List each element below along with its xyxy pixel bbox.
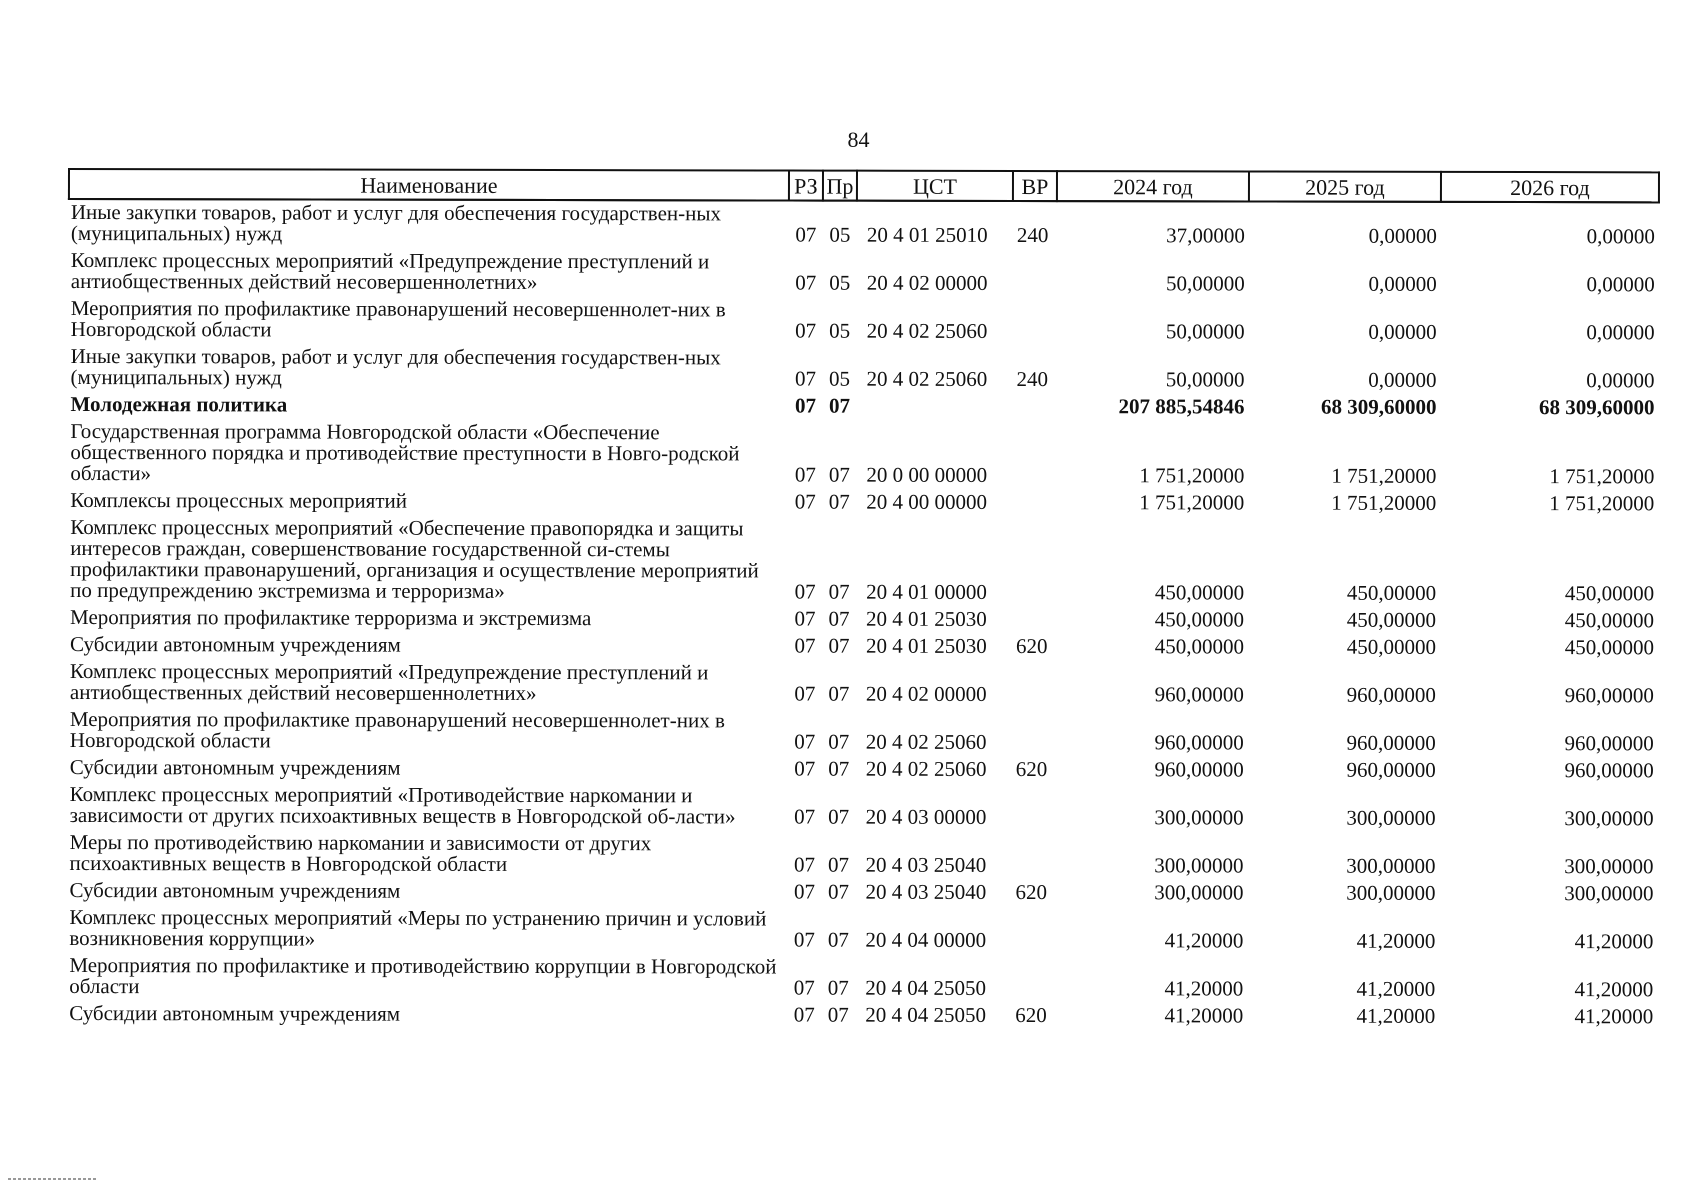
cell-cst: 20 4 02 00000 — [866, 270, 988, 295]
cell-2026: 450,00000 — [1564, 608, 1655, 633]
cell-2026: 960,00000 — [1564, 731, 1654, 756]
cell-vr — [1012, 394, 1056, 421]
table-row — [67, 1001, 1657, 1031]
cell-2025: 1 751,20000 — [1331, 490, 1437, 515]
cell-name: Иные закупки товаров, работ и услуг для обеспечения государствен-ных (муниципальных) нужд — [70, 344, 721, 390]
cell-pr: 07 — [828, 729, 850, 754]
cell-2025: 960,00000 — [1346, 682, 1436, 707]
cell-name: Молодежная политика — [70, 392, 288, 417]
cell-2026: 450,00000 — [1564, 581, 1655, 606]
table-row — [69, 296, 1659, 347]
cell-vr: 620 — [1015, 879, 1048, 905]
column-header-vr: ВР — [1013, 171, 1057, 201]
cell-pr: 07 — [828, 393, 851, 418]
cell-rz: 07 — [794, 606, 816, 631]
table-row — [68, 392, 1658, 422]
cell-rz: 07 — [793, 975, 815, 1000]
table-row — [67, 953, 1657, 1004]
table-row — [68, 488, 1658, 518]
cell-2024: 300,00000 — [1154, 805, 1244, 830]
cell-2026: 1 751,20000 — [1549, 464, 1655, 489]
cell-cst: 20 4 01 25030 — [865, 633, 987, 658]
cell-rz: 07 — [793, 879, 816, 904]
cell-2026: 960,00000 — [1564, 758, 1654, 783]
table-row — [69, 248, 1659, 299]
cell-rz: 07 — [795, 270, 817, 295]
cell-cst: 20 4 01 25010 — [866, 222, 988, 247]
cell-vr: 240 — [1016, 366, 1049, 392]
cell-vr — [1012, 421, 1056, 490]
cell-2024: 960,00000 — [1154, 730, 1244, 755]
table-header — [69, 169, 1659, 202]
cell-2024: 960,00000 — [1154, 757, 1244, 782]
table-row — [68, 605, 1658, 635]
cell-cst: 20 4 01 00000 — [866, 579, 987, 604]
column-header-2024: 2024 год — [1057, 171, 1249, 201]
cell-2025: 450,00000 — [1346, 634, 1437, 659]
cell-pr: 07 — [828, 579, 850, 604]
cell-cst: 20 4 04 25050 — [865, 975, 987, 1000]
cell-pr: 07 — [828, 462, 850, 487]
cell-vr — [1012, 517, 1056, 607]
cell-2026: 0,00000 — [1586, 320, 1655, 345]
cell-rz: 07 — [794, 579, 816, 604]
column-header-2026: 2026 год — [1441, 172, 1659, 202]
cell-vr — [1011, 907, 1055, 955]
cell-name: Мероприятия по профилактике правонарушений несовершеннолет-них в Новгородской области — [69, 707, 725, 753]
cell-2025: 450,00000 — [1346, 607, 1437, 632]
column-header-name: Наименование — [69, 169, 789, 201]
cell-vr — [1011, 955, 1055, 1003]
cell-2026: 68 309,60000 — [1538, 395, 1655, 420]
cell-vr: 620 — [1015, 633, 1048, 659]
cell-2024: 50,00000 — [1165, 319, 1245, 344]
cell-name: Меры по противодействию наркомании и зависимости от других психоактивных веществ в Новгородской области — [69, 830, 652, 876]
cell-cst: 20 4 03 00000 — [865, 804, 987, 829]
cell-2025: 300,00000 — [1346, 853, 1436, 878]
cell-2024: 50,00000 — [1165, 271, 1245, 296]
cell-rz: 07 — [794, 804, 816, 829]
cell-name: Иные закупки товаров, работ и услуг для обеспечения государствен-ных (муниципальных) нужд — [70, 200, 722, 246]
cell-rz: 07 — [794, 462, 816, 487]
cell-2026: 41,20000 — [1574, 1004, 1654, 1029]
cell-2026: 41,20000 — [1574, 977, 1654, 1002]
column-header-2025: 2025 год — [1249, 171, 1441, 201]
table-row — [67, 905, 1657, 956]
cell-2026: 300,00000 — [1564, 854, 1654, 879]
cell-2025: 68 309,60000 — [1320, 394, 1437, 419]
cell-2026: 450,00000 — [1564, 635, 1655, 660]
cell-2026: 0,00000 — [1586, 224, 1655, 249]
cell-vr — [1012, 832, 1056, 880]
cell-pr: 07 — [828, 681, 850, 706]
cell-2026: 41,20000 — [1574, 929, 1654, 954]
cell-cst: 20 4 02 00000 — [865, 681, 987, 706]
cell-2024: 207 885,54846 — [1118, 394, 1245, 419]
cell-pr: 07 — [827, 879, 850, 904]
cell-name: Комплекс процессных мероприятий «Предупреждение преступлений и антиобщественных действий несовершеннолетних» — [69, 659, 709, 705]
cell-pr: 07 — [828, 852, 850, 877]
cell-rz: 07 — [794, 729, 816, 754]
cell-2024: 300,00000 — [1154, 853, 1244, 878]
cell-2025: 0,00000 — [1368, 271, 1437, 296]
cell-2025: 300,00000 — [1346, 880, 1436, 905]
scan-artifact — [8, 1178, 98, 1180]
cell-2026: 0,00000 — [1586, 368, 1655, 393]
cell-name: Субсидии автономным учреждениям — [69, 878, 401, 903]
cell-name: Субсидии автономным учреждениям — [69, 1001, 401, 1026]
cell-vr — [1012, 607, 1056, 634]
table-row — [68, 515, 1658, 608]
cell-2025: 450,00000 — [1346, 580, 1437, 605]
cell-vr — [1012, 490, 1056, 517]
cell-rz: 07 — [795, 318, 817, 343]
cell-name: Мероприятия по профилактике правонарушений несовершеннолет-них в Новгородской области — [70, 296, 726, 342]
cell-2024: 450,00000 — [1154, 634, 1245, 659]
table-row — [69, 344, 1659, 395]
cell-cst: 20 4 03 25040 — [865, 879, 987, 904]
cell-rz: 07 — [795, 366, 817, 391]
cell-name: Комплекс процессных мероприятий «Противодействие наркомании и зависимости от других психоактивных веществ в Новгородской об-ласти» — [69, 782, 736, 829]
cell-pr: 07 — [827, 927, 849, 952]
cell-2026: 1 751,20000 — [1549, 491, 1655, 516]
cell-name: Комплексы процессных мероприятий — [70, 488, 408, 513]
cell-2024: 41,20000 — [1164, 1003, 1244, 1028]
cell-2025: 1 751,20000 — [1331, 463, 1437, 488]
cell-cst: 20 4 02 25060 — [866, 318, 988, 343]
cell-rz: 07 — [794, 681, 816, 706]
cell-cst: 20 4 02 25060 — [866, 366, 988, 391]
cell-2024: 450,00000 — [1154, 580, 1245, 605]
cell-rz: 07 — [794, 489, 816, 514]
cell-pr: 07 — [828, 804, 850, 829]
cell-2024: 50,00000 — [1165, 367, 1245, 392]
cell-2025: 0,00000 — [1368, 319, 1437, 344]
header-row — [69, 169, 1659, 202]
table-row — [69, 199, 1659, 251]
cell-pr: 05 — [829, 222, 851, 247]
cell-2024: 41,20000 — [1164, 928, 1244, 953]
cell-pr: 07 — [827, 975, 849, 1000]
cell-2025: 41,20000 — [1356, 1003, 1436, 1028]
table-row — [68, 830, 1658, 881]
cell-cst: 20 4 03 25040 — [865, 852, 987, 877]
cell-pr: 05 — [829, 318, 851, 343]
table-row — [68, 707, 1658, 758]
cell-pr: 07 — [828, 606, 850, 631]
cell-name: Комплекс процессных мероприятий «Предупреждение преступлений и антиобщественных действий несовершеннолетних» — [70, 248, 710, 294]
cell-pr: 05 — [829, 366, 851, 391]
cell-pr: 07 — [827, 1002, 849, 1027]
cell-vr: 620 — [1015, 756, 1048, 782]
cell-2025: 960,00000 — [1346, 730, 1436, 755]
cell-rz: 07 — [793, 927, 815, 952]
table-body — [67, 199, 1659, 1031]
cell-2025: 0,00000 — [1368, 223, 1437, 248]
cell-2025: 41,20000 — [1356, 928, 1436, 953]
cell-2026: 300,00000 — [1564, 881, 1654, 906]
table-row — [67, 878, 1657, 908]
table-row — [68, 782, 1658, 833]
cell-2024: 960,00000 — [1154, 682, 1244, 707]
cell-vr — [1013, 298, 1057, 346]
cell-vr — [1012, 709, 1056, 757]
cell-vr: 240 — [1016, 222, 1049, 248]
cell-rz: 07 — [795, 222, 817, 247]
cell-pr: 07 — [828, 756, 850, 781]
cell-cst: 20 4 04 25050 — [865, 1002, 987, 1027]
cell-rz: 07 — [794, 393, 817, 418]
table-row — [68, 632, 1658, 662]
cell-name: Комплекс процессных мероприятий «Обеспечение правопорядка и защиты интересов граждан, совершенствование государственной си-стемы профилактики правонарушений, организация и осуществление мероприятий по предупреждению экстремизма и терроризма» — [70, 515, 759, 603]
cell-2024: 41,20000 — [1164, 976, 1244, 1001]
cell-name: Субсидии автономным учреждениям — [69, 755, 401, 780]
cell-vr — [1012, 661, 1056, 709]
cell-name: Комплекс процессных мероприятий «Меры по устранению причин и условий возникновения коррупции» — [69, 905, 767, 951]
cell-cst: 20 4 02 25060 — [865, 756, 987, 781]
cell-pr: 07 — [828, 633, 850, 658]
cell-rz: 07 — [794, 852, 816, 877]
cell-2026: 0,00000 — [1586, 272, 1655, 297]
column-header-rz: РЗ — [789, 171, 823, 201]
cell-rz: 07 — [794, 756, 816, 781]
cell-2024: 300,00000 — [1154, 880, 1244, 905]
column-header-cst: ЦСТ — [857, 171, 1013, 201]
cell-cst: 20 4 00 00000 — [866, 489, 988, 514]
cell-2024: 1 751,20000 — [1139, 463, 1245, 488]
cell-name: Государственная программа Новгородской области «Обеспечение общественного порядка и противодействие преступности в Новго-родской области» — [70, 419, 740, 486]
cell-rz: 07 — [793, 1002, 815, 1027]
cell-2026: 960,00000 — [1564, 683, 1654, 708]
cell-2026: 300,00000 — [1564, 806, 1654, 831]
column-header-pr: Пр — [823, 171, 857, 201]
cell-2024: 37,00000 — [1166, 223, 1245, 248]
cell-cst: 20 0 00 00000 — [866, 462, 988, 487]
budget-table — [66, 168, 1660, 1031]
cell-pr: 07 — [828, 489, 850, 514]
cell-2025: 41,20000 — [1356, 976, 1436, 1001]
cell-2025: 960,00000 — [1346, 757, 1436, 782]
cell-cst: 20 4 02 25060 — [865, 729, 987, 754]
table-row — [68, 659, 1658, 710]
cell-2025: 0,00000 — [1368, 367, 1437, 392]
cell-2024: 1 751,20000 — [1139, 490, 1245, 515]
cell-vr — [1013, 250, 1057, 298]
cell-cst: 20 4 04 00000 — [865, 927, 987, 952]
cell-pr: 05 — [829, 270, 851, 295]
cell-name: Субсидии автономным учреждениям — [69, 632, 401, 657]
cell-name: Мероприятия по профилактике и противодействию коррупции в Новгородской области — [69, 953, 777, 999]
cell-vr: 620 — [1015, 1002, 1047, 1028]
cell-name: Мероприятия по профилактике терроризма и экстремизма — [70, 605, 592, 631]
page-number: 84 — [847, 127, 870, 152]
cell-rz: 07 — [794, 633, 816, 658]
table-row — [68, 755, 1658, 785]
cell-2025: 300,00000 — [1346, 805, 1436, 830]
table-row — [68, 419, 1658, 491]
cell-cst — [856, 394, 1012, 421]
cell-cst: 20 4 01 25030 — [866, 606, 987, 631]
cell-vr — [1012, 784, 1056, 832]
budget-sheet — [66, 168, 1658, 1031]
cell-2024: 450,00000 — [1154, 607, 1245, 632]
